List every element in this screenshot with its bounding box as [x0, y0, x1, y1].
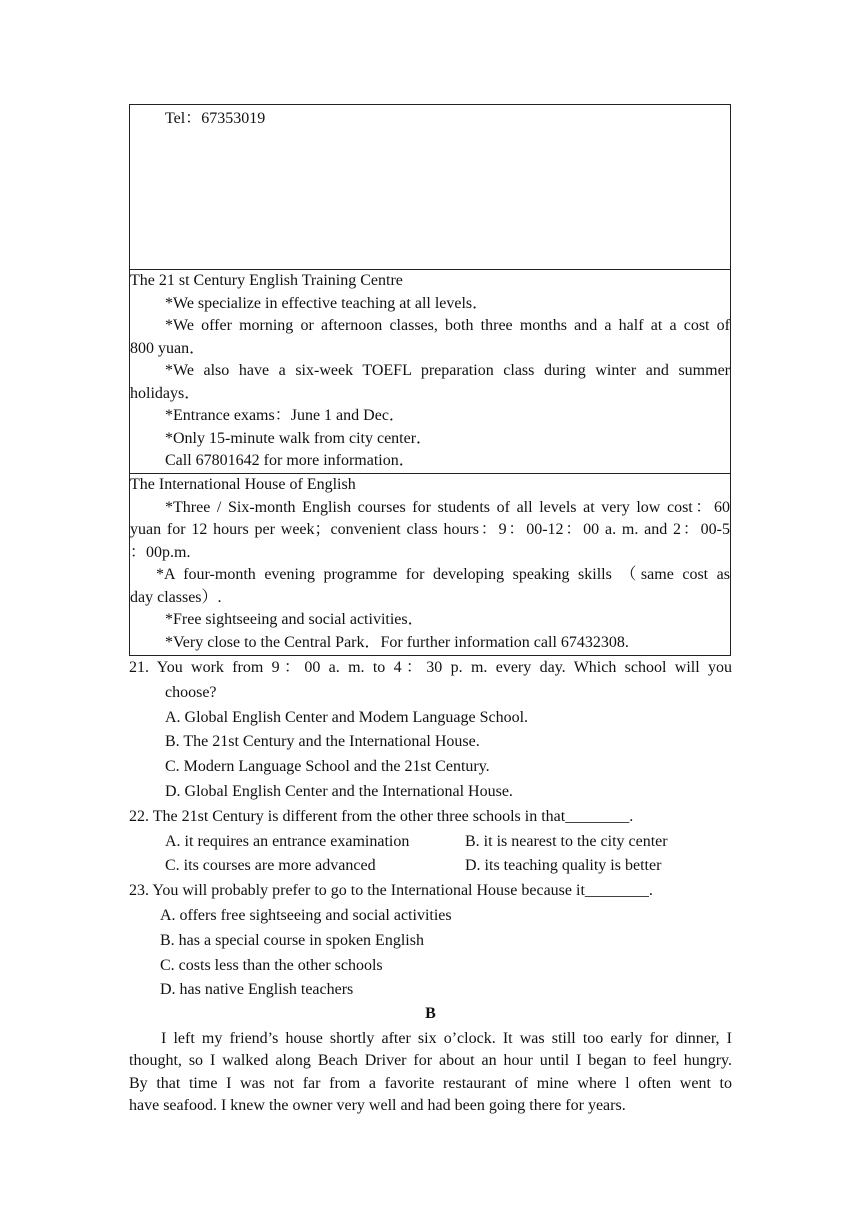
option-a: A. offers free sightseeing and social activities [160, 906, 452, 924]
question-stem: 21. You work from 9：00 a. m. to 4：30 p. m. every day. Which school will you [129, 659, 732, 676]
ad-line: *Only 15-minute walk from city center． [165, 429, 433, 447]
question-22 [129, 805, 732, 879]
option-a: A. it requires an entrance examination [165, 832, 410, 850]
passage-line: By that time I was not far from a favorite restaurant of mine where l often went to [129, 1074, 732, 1092]
question-23 [129, 879, 732, 1003]
option-b: B. it is nearest to the city center [465, 832, 668, 850]
ad-title: The 21 st Century English Training Centre [130, 272, 403, 289]
ad-line: *Entrance exams：June 1 and Dec． [165, 407, 405, 424]
option-a: A. Global English Center and Modem Language School. [165, 708, 529, 726]
ad-line: *Free sightseeing and social activities． [165, 611, 424, 628]
option-row [129, 830, 732, 855]
ad-line: *We offer morning or afternoon classes, both three months and a half at a cost of [165, 317, 730, 334]
ad-title: The International House of English [130, 476, 356, 493]
option-d: D. its teaching quality is better [465, 857, 662, 875]
section-heading: B [425, 1005, 436, 1022]
school-ads-table [129, 104, 731, 656]
ad-row [130, 474, 731, 656]
ad-line: 800 yuan． [130, 339, 206, 357]
questions [129, 656, 732, 1003]
ad-line: yuan for 12 hours per week；convenient class hours：9：00-12：00 a. m. and 2：00-5 [130, 521, 730, 538]
ad-cell-international-house [130, 474, 731, 656]
option-c: C. Modern Language School and the 21st Century. [165, 758, 490, 776]
ad-tel-line: Tel：67353019 [165, 110, 266, 127]
ad-line: day classes）. [130, 588, 222, 606]
ad-line: *We specialize in effective teaching at all levels． [165, 294, 489, 312]
ad-cell-21st-century [130, 270, 731, 474]
passage-paragraph [129, 1028, 732, 1117]
question-stem: 22. The 21st Century is different from the other three schools in that________. [129, 807, 634, 825]
ad-line: *Three / Six-month English courses for students of all levels at very low cost：60 [165, 498, 730, 516]
reading-section-b [129, 1002, 732, 1117]
option-c: C. costs less than the other schools [160, 956, 383, 974]
ad-row [130, 105, 731, 270]
ad-line: holidays． [130, 384, 201, 402]
question-stem: 23. You will probably prefer to go to the International House because it________. [129, 882, 653, 900]
ad-line: Call 67801642 for more information． [165, 452, 415, 469]
ad-row [130, 270, 731, 474]
passage-line: have seafood. I knew the owner very well and had been going there for years. [129, 1096, 626, 1114]
passage-line: thought, so I walked along Beach Driver for about an hour until I began to feel hungry. [129, 1052, 732, 1070]
question-21 [129, 656, 732, 805]
ad-line: *We also have a six-week TOEFL preparation class during winter and summer [165, 362, 730, 379]
ad-line: *Very close to the Central Park．For further information call 67432308. [165, 633, 629, 651]
ad-line: ：00p.m. [130, 543, 191, 561]
question-stem-cont: choose? [165, 683, 217, 701]
option-d: D. Global English Center and the International House. [165, 782, 513, 800]
option-d: D. has native English teachers [160, 981, 354, 999]
option-b: B. has a special course in spoken English [160, 931, 424, 949]
option-b: B. The 21st Century and the International House. [165, 733, 480, 751]
option-row [129, 854, 732, 879]
ad-cell-tel [130, 105, 731, 270]
ad-line: *A four-month evening programme for developing speaking skills （same cost as [156, 566, 731, 583]
option-c: C. its courses are more advanced [165, 857, 376, 875]
passage-line: I left my friend’s house shortly after six o’clock. It was still too early for dinner, I [161, 1030, 732, 1047]
